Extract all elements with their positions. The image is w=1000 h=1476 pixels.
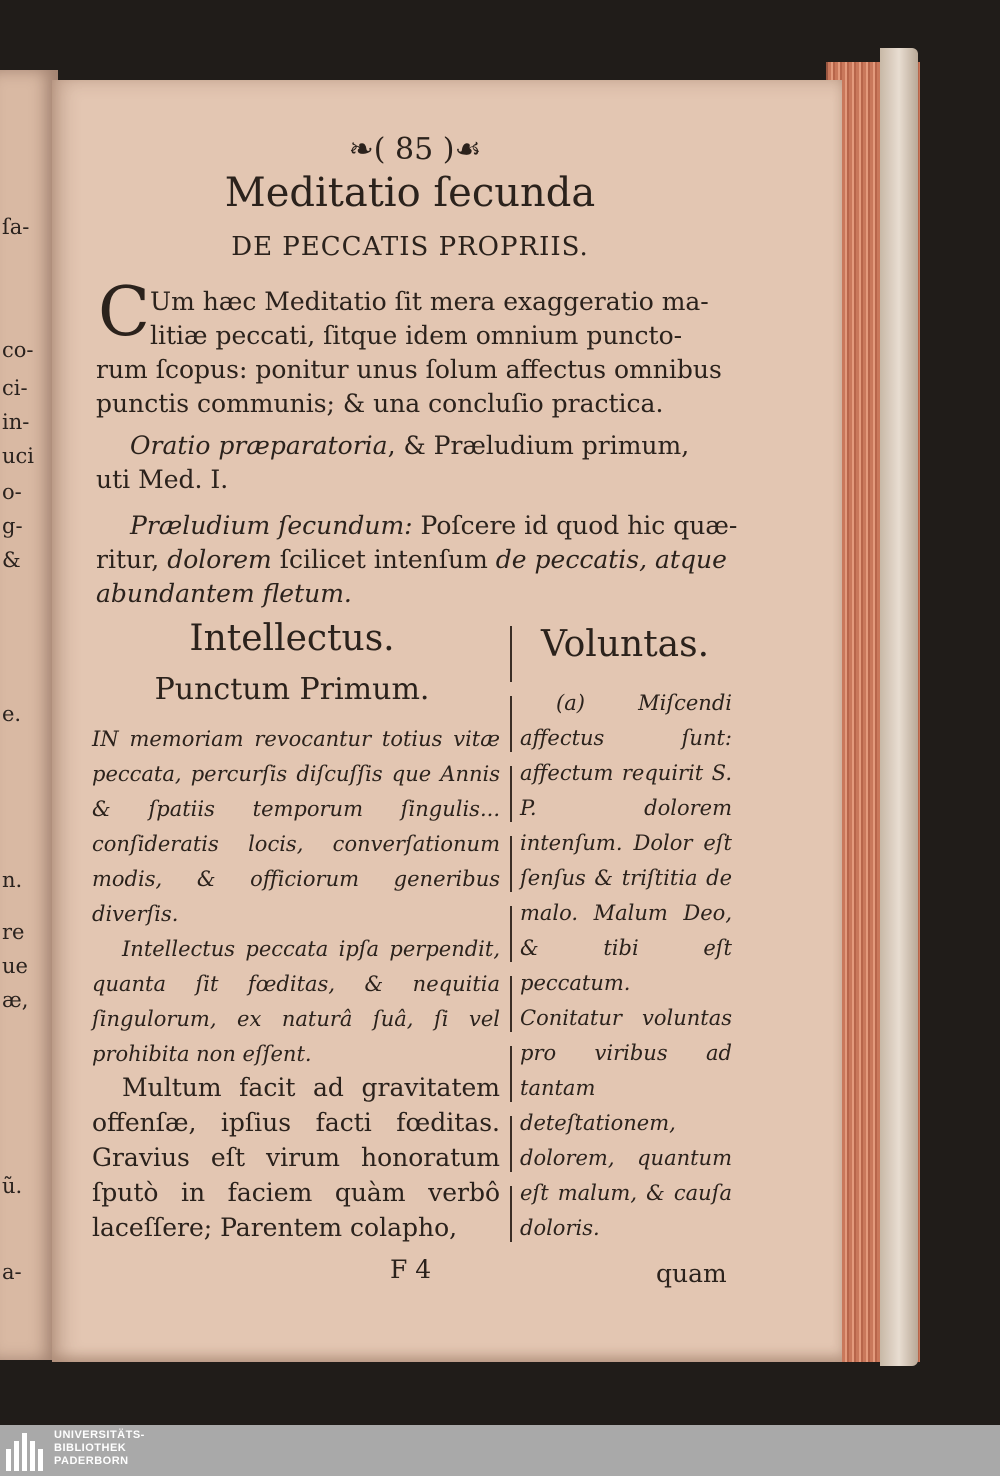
margin-fragment: ſa-: [2, 215, 30, 239]
library-logo-text: [54, 1429, 145, 1468]
intellectus-paragraph-3: Multum facit ad gravitatem offenſæ, ipſius facti fœditas. Gravius eſt virum honoratum ſputò in faciem quàm verbô laceſſere; Parentem colapho,: [92, 1073, 500, 1242]
logo-line: PADERBORN: [54, 1455, 129, 1467]
intro-line: litiæ peccati, ſitque idem omnium puncto-: [150, 321, 683, 350]
praeludium-text: ſcilicet intenſum: [271, 545, 496, 574]
margin-fragment: ũ.: [2, 1174, 23, 1198]
intellectus-paragraph-2: Intellectus peccata ipſa perpendit, quanta ſit fœditas, & nequitia ſingulorum, ex naturâ ſuâ, ſi vel prohibita non eſſent.: [92, 937, 500, 1066]
margin-fragment: co-: [2, 338, 34, 362]
book-cover: [880, 48, 918, 1366]
logo-line: UNIVERSITÄTS-: [54, 1429, 145, 1441]
punctum-heading: Punctum Primum.: [154, 672, 430, 707]
voluntas-paragraph: (a) Miſcendi affectus ſunt: affectum requirit S. P. dolorem intenſum. Dolor eſt ſenſus & triſtitia de malo. Malum Deo, & tibi eſt peccatum. Conitatur voluntas pro viribus ad tantam deteſtationem, dolorem, quantum eſt malum, & cauſa doloris.: [520, 691, 732, 1240]
margin-fragment: &: [2, 548, 21, 572]
logo-line: BIBLIOTHEK: [54, 1442, 127, 1454]
intro-line: punctis communis; & una concluſio practica.: [96, 389, 664, 418]
intro-line: rum ſcopus: ponitur unus ſolum affectus omnibus: [96, 355, 722, 384]
page-number-header: ❧( 85 )☙: [348, 132, 482, 167]
voluntas-heading: Voluntas.: [540, 624, 710, 665]
library-logo-icon: [6, 1429, 46, 1471]
margin-fragment: uci: [2, 444, 35, 468]
library-footer: [0, 1425, 1000, 1476]
oratio-rest: , & Præludium primum,: [387, 431, 690, 460]
praeludium-italic: Præludium ſecundum:: [130, 511, 413, 540]
page-subtitle: DE PECCATIS PROPRIIS.: [231, 232, 589, 262]
margin-fragment: a-: [2, 1260, 22, 1284]
intellectus-paragraph-1: IN memoriam revocantur totius vitæ peccata, percurſis diſcuſſis que Annis & ſpatiis temporum ſingulis... conſideratis locis, converſationum modis, & officiorum generibus diverſis.: [92, 727, 500, 926]
margin-fragment: o-: [2, 480, 22, 504]
margin-fragment: ue: [2, 954, 28, 978]
praeludium-line-2: [96, 542, 727, 577]
praeludium-italic-phrase: de peccatis, atque: [495, 545, 727, 574]
margin-fragment: re: [2, 920, 25, 944]
margin-fragment: ci-: [2, 376, 28, 400]
oratio-italic: Oratio præparatoria: [130, 431, 388, 460]
praeludium-rest: Poſcere id quod hic quæ-: [412, 511, 738, 540]
praeludium-text: ritur,: [96, 545, 168, 574]
praeludium-line: [130, 508, 737, 543]
intro-line: Um hæc Meditatio ſit mera exaggeratio ma-: [150, 287, 709, 316]
margin-fragment: g-: [2, 514, 23, 538]
margin-fragment: æ,: [2, 988, 29, 1012]
page-title: Meditatio ſecunda: [224, 170, 596, 216]
margin-fragment: n.: [2, 868, 23, 892]
margin-fragment: in-: [2, 410, 30, 434]
oratio-line: [130, 428, 689, 463]
column-divider: [510, 626, 512, 1256]
facing-page-edge: [0, 70, 58, 1360]
drop-capital: C: [98, 273, 151, 352]
signature-mark: F 4: [390, 1255, 432, 1284]
catchword: quam: [656, 1259, 727, 1288]
intellectus-heading: Intellectus.: [189, 618, 395, 659]
praeludium-line-3: abundantem fletum.: [96, 579, 352, 608]
praeludium-italic-word: dolorem: [167, 545, 272, 574]
margin-fragment: e.: [2, 702, 22, 726]
oratio-line-2: uti Med. I.: [96, 465, 229, 494]
